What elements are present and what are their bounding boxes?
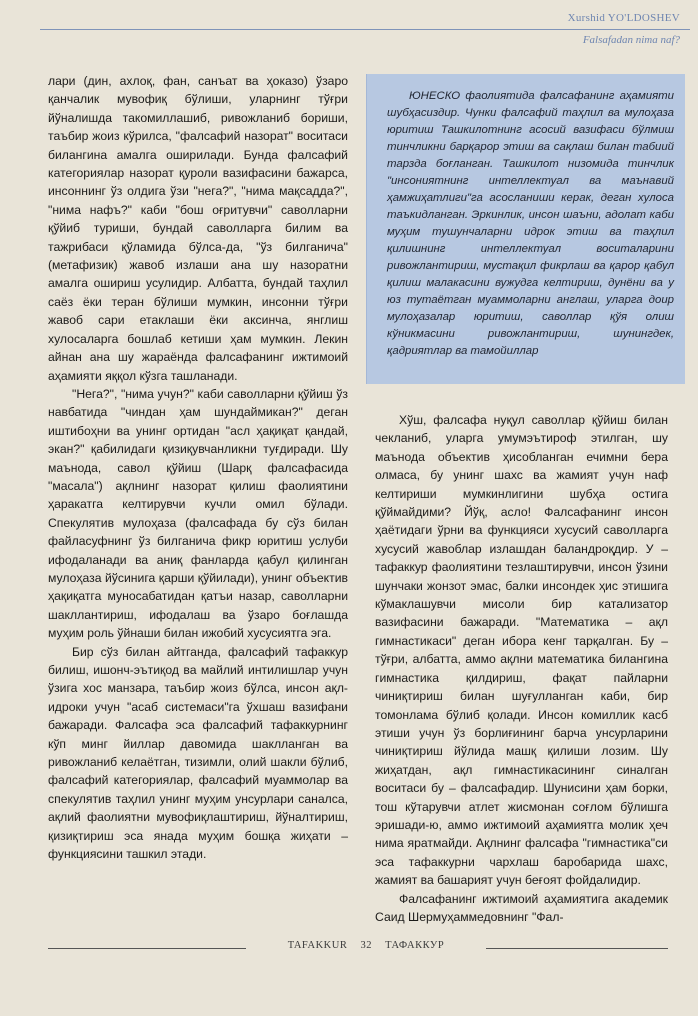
article-title: Falsafadan nima naf? bbox=[582, 34, 680, 46]
paragraph: лари (дин, ахлоқ, фан, санъат ва ҳоказо) ўзаро қанчалик мувофиқ бўлиши, уларнинг тўғри йўналишда такомиллашиб, ривожланиб бориши, таъбир жоиз кўрилса, "фалсафий назорат" воситаси билангина амалга оширилади. Бунда фалсафий категориялар назорат қуроли вазифасини бажарса, инсоннинг ўз олдига ўзи "нега?", "нима мақсадда?", "нима нафъ?" каби "бош оғритувчи" саволларни қўйиб туриши, бундай саволларга билим ва тажрибаси қўламида бўлса-да, "ўз билганича" (метафизик) жавоб излаши ана шу назоратни амалга ошириш усулидир. Албатта, бундай таҳлил саёз ёки теран бўлиши мумкин, инсонни тўғри жавоб сари етаклаши ёки аксинча, янглиш хулосаларга бошлаб кетиши ҳам мумкин. Лекин айнан ана шу жараёнда фалсафанинг ижтимоий аҳамияти яққол кўзга ташланади. bbox=[48, 74, 348, 383]
author-name: Xurshid YO'LDOSHEV bbox=[567, 12, 680, 24]
left-text-column bbox=[48, 72, 348, 863]
quote-box bbox=[366, 74, 685, 384]
paragraph: Бир сўз билан айтганда, фалсафий тафаккур билиш, ишонч-эътиқод ва майлий интилишлар учун ўзига хос манзара, таъбир жоиз бўлса, инсон ақл-идроки учун "асаб системаси"га ўхшаш вазифани бажаради. Фалсафа эса фалсафий тафаккурнинг кўп минг йиллар давомида шаклланган ва ривожланиб келаётган, тизимли, олий шакли бўлиб, фалсафий категориялар, фалсафий муаммолар ва спекулятив таҳлил унинг муҳим унсурлари саналса, ақлий фаолиятни мувофиқлаштириш, йўналтириш, қизиқтириш эса янада муҳим бошқа жиҳати – функциясини ташкил этади. bbox=[48, 644, 348, 862]
footer-rule bbox=[486, 948, 668, 949]
footer-right-label: ТАФАККУР bbox=[385, 940, 445, 951]
footer-left-label: TAFAKKUR bbox=[287, 940, 348, 951]
paragraph: Хўш, фалсафа нуқул саволлар қўйиш билан чекланиб, уларга умумэътироф этилган, шу маънода объектив ҳисобланган ечимни бера олмаса, бу унинг шахс ва жамият учун наф келтириши мумкинлигини шубҳа остига қўймайдими? Йўқ, асло! Фалсафанинг инсон ҳаётидаги ўрни ва функцияси хусусий саволларга хусусий жавоблар излашдан баландроқдир. У – тафаккур фаолиятини тезлаштирувчи, инсон ўзини шунчаки жонзот эмас, балки инсондек ҳис этишига кўмаклашувчи мисоли бир катализатор вазифасини бажаради. "Математика – ақл гимнастикаси" деган ибора кенг тарқалган. Бу – тўғри, албатта, аммо ақлни математика билангина гимнастика қилдириш, фақат пайларни чиниқтириш билан шуғулланган каби, бир томонлама бўлиб қолади. Инсон комиллик касб этиши учун ўз борлиғининг барча унсурларини чиниқтириш йўлида машқ қилиши лозим. Шу жиҳатдан, ақл гимнастикасининг синалган воситаси бу – фалсафадир. Шунисини ҳам борки, тош кўтарувчи атлет жисмонан соғлом бўлишга эришади-ю, аммо ижтимоий аҳамиятга молик ҳеч нима яратмайди. Ақлнинг фалсафа "гимнастика"си эса тафаккурни чархлаш баробарида шахс, жамият ва башарият учун беғоят фойдалидир. bbox=[375, 413, 668, 888]
header-rule bbox=[40, 29, 690, 30]
paragraph: Фалсафанинг ижтимоий аҳамиятига академик Саид Шермуҳаммедовнинг "Фал- bbox=[375, 891, 668, 924]
page-footer bbox=[48, 940, 668, 960]
page-number: 32 bbox=[360, 940, 372, 951]
footer-rule bbox=[48, 948, 246, 949]
right-text-column bbox=[375, 411, 668, 926]
paragraph: "Нега?", "нима учун?" каби саволларни қўйиш ўз навбатида "чиндан ҳам шундаймикан?" деган иштибоҳни ва унинг ортидан "асл ҳақиқат қандай, экан?" қабилидаги қизиқувчанликни туғдиради. Шу маънода, савол қўйиш (Шарқ фалсафасида "масала") ақлнинг назорат қилиш фаолиятини ҳаракатга келтирувчи кучли омил бўлади. Спекулятив мулоҳаза (фалсафада бу сўз билан файласуфнинг ўз билганича фикр юритиш услуби ифодаланади ва аниқ фанларда қабул қилинган мулоҳаза йўсинига қарши қўйилади), унинг объектив ҳақиқатга муносабатидан қатъи назар, саволларни шакллантириш, ифодалаш ва ўзаро боғлашда муҳим роль ўйнаши билан ижобий хусусиятга эга. bbox=[48, 386, 348, 641]
footer-label bbox=[254, 940, 478, 951]
quote-text: ЮНЕСКО фаолиятида фалсафанинг аҳамияти шубҳасиздир. Чунки фалсафий таҳлил ва мулоҳаза юритиш Ташкилотнинг асосий вазифаси бўлмиш тинчликни барқарор этиш ва сақлаш билан табиий тарзда боғланган. Ташкилот низомида тинчлик "инсониятнинг интеллектуал ва маънавий ҳамжиҳатлиги"га асосланиши керак, деган хулоса таъкидланган. Эркинлик, инсон шаъни, адолат каби муҳим тушунчаларни идрок этиш ва таҳлил қилишнинг интеллектуал воситаларини ривожлантириш, мустақил фикрлаш ва қарор қабул қилиш малакасини вужудга келтириш, дунёни ва у юз тутаётган муаммоларни англаш, уларга доир мулоҳазалар юритиш, саволлар қўя олиш кўникмасини ривожлантириш, шунингдек, қадриятлар ва тамойиллар bbox=[387, 90, 674, 357]
